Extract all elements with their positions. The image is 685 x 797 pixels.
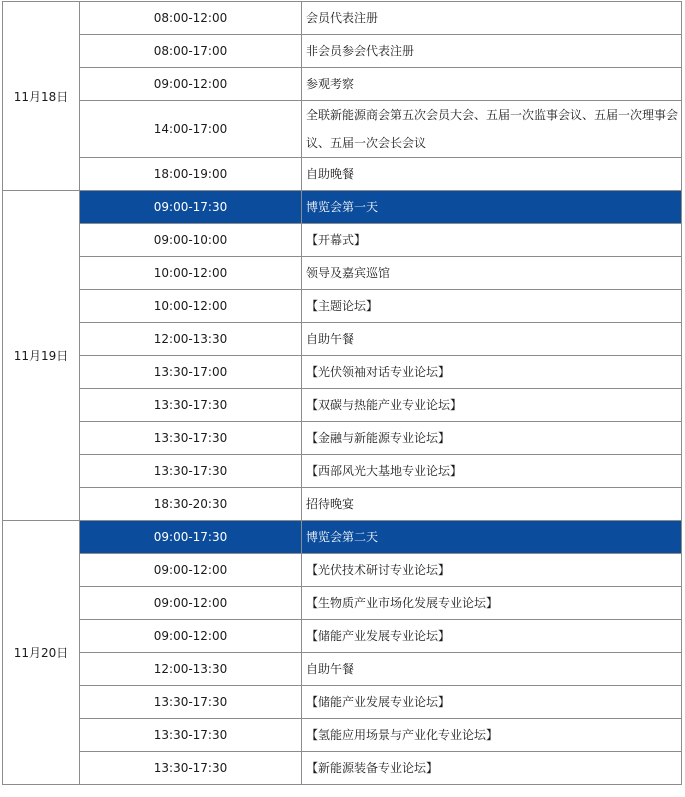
event-cell: 【储能产业发展专业论坛】 [302, 620, 682, 653]
time-cell: 09:00-12:00 [80, 620, 302, 653]
table-row [3, 587, 682, 620]
event-cell: 【生物质产业市场化发展专业论坛】 [302, 587, 682, 620]
time-cell: 13:30-17:30 [80, 719, 302, 752]
table-row [3, 455, 682, 488]
event-cell: 【光伏技术研讨专业论坛】 [302, 554, 682, 587]
time-cell: 09:00-12:00 [80, 68, 302, 101]
table-row-highlight [3, 521, 682, 554]
table-row [3, 686, 682, 719]
event-cell: 【光伏领袖对话专业论坛】 [302, 356, 682, 389]
event-cell: 【金融与新能源专业论坛】 [302, 422, 682, 455]
event-cell: 会员代表注册 [302, 2, 682, 35]
event-cell: 【储能产业发展专业论坛】 [302, 686, 682, 719]
event-cell: 【氢能应用场景与产业化专业论坛】 [302, 719, 682, 752]
table-row [3, 257, 682, 290]
time-cell: 13:30-17:30 [80, 752, 302, 785]
event-cell: 自助午餐 [302, 323, 682, 356]
event-cell: 【主题论坛】 [302, 290, 682, 323]
time-cell: 13:30-17:30 [80, 389, 302, 422]
time-cell: 18:30-20:30 [80, 488, 302, 521]
time-cell: 09:00-10:00 [80, 224, 302, 257]
event-cell: 自助晚餐 [302, 158, 682, 191]
date-cell: 11月19日 [3, 191, 80, 521]
time-cell: 13:30-17:30 [80, 455, 302, 488]
event-cell: 非会员参会代表注册 [302, 35, 682, 68]
event-cell: 招待晚宴 [302, 488, 682, 521]
time-cell: 08:00-17:00 [80, 35, 302, 68]
event-cell: 【双碳与热能产业专业论坛】 [302, 389, 682, 422]
table-row [3, 653, 682, 686]
time-cell: 09:00-17:30 [80, 191, 302, 224]
time-cell: 13:30-17:30 [80, 686, 302, 719]
table-row [3, 719, 682, 752]
time-cell: 13:30-17:00 [80, 356, 302, 389]
event-cell: 【新能源装备专业论坛】 [302, 752, 682, 785]
time-cell: 10:00-12:00 [80, 257, 302, 290]
event-cell: 博览会第二天 [302, 521, 682, 554]
table-row [3, 224, 682, 257]
table-row [3, 389, 682, 422]
time-cell: 09:00-17:30 [80, 521, 302, 554]
time-cell: 10:00-12:00 [80, 290, 302, 323]
table-row [3, 323, 682, 356]
schedule-container [2, 1, 684, 785]
table-row [3, 2, 682, 35]
table-row [3, 101, 682, 158]
time-cell: 09:00-12:00 [80, 554, 302, 587]
time-cell: 18:00-19:00 [80, 158, 302, 191]
table-row [3, 554, 682, 587]
event-cell: 自助午餐 [302, 653, 682, 686]
event-cell: 全联新能源商会第五次会员大会、五届一次监事会议、五届一次理事会议、五届一次会长会议 [302, 101, 682, 158]
event-cell: 【开幕式】 [302, 224, 682, 257]
date-cell: 11月20日 [3, 521, 80, 785]
time-cell: 09:00-12:00 [80, 587, 302, 620]
table-row [3, 422, 682, 455]
schedule-table [2, 1, 682, 785]
event-cell: 【西部风光大基地专业论坛】 [302, 455, 682, 488]
time-cell: 08:00-12:00 [80, 2, 302, 35]
table-row [3, 68, 682, 101]
table-row [3, 290, 682, 323]
table-row-highlight [3, 191, 682, 224]
time-cell: 13:30-17:30 [80, 422, 302, 455]
time-cell: 12:00-13:30 [80, 653, 302, 686]
table-row [3, 356, 682, 389]
table-row [3, 158, 682, 191]
table-row [3, 752, 682, 785]
table-row [3, 620, 682, 653]
table-row [3, 488, 682, 521]
table-row [3, 35, 682, 68]
time-cell: 14:00-17:00 [80, 101, 302, 158]
event-cell: 参观考察 [302, 68, 682, 101]
event-cell: 领导及嘉宾巡馆 [302, 257, 682, 290]
time-cell: 12:00-13:30 [80, 323, 302, 356]
date-cell: 11月18日 [3, 2, 80, 191]
event-cell: 博览会第一天 [302, 191, 682, 224]
